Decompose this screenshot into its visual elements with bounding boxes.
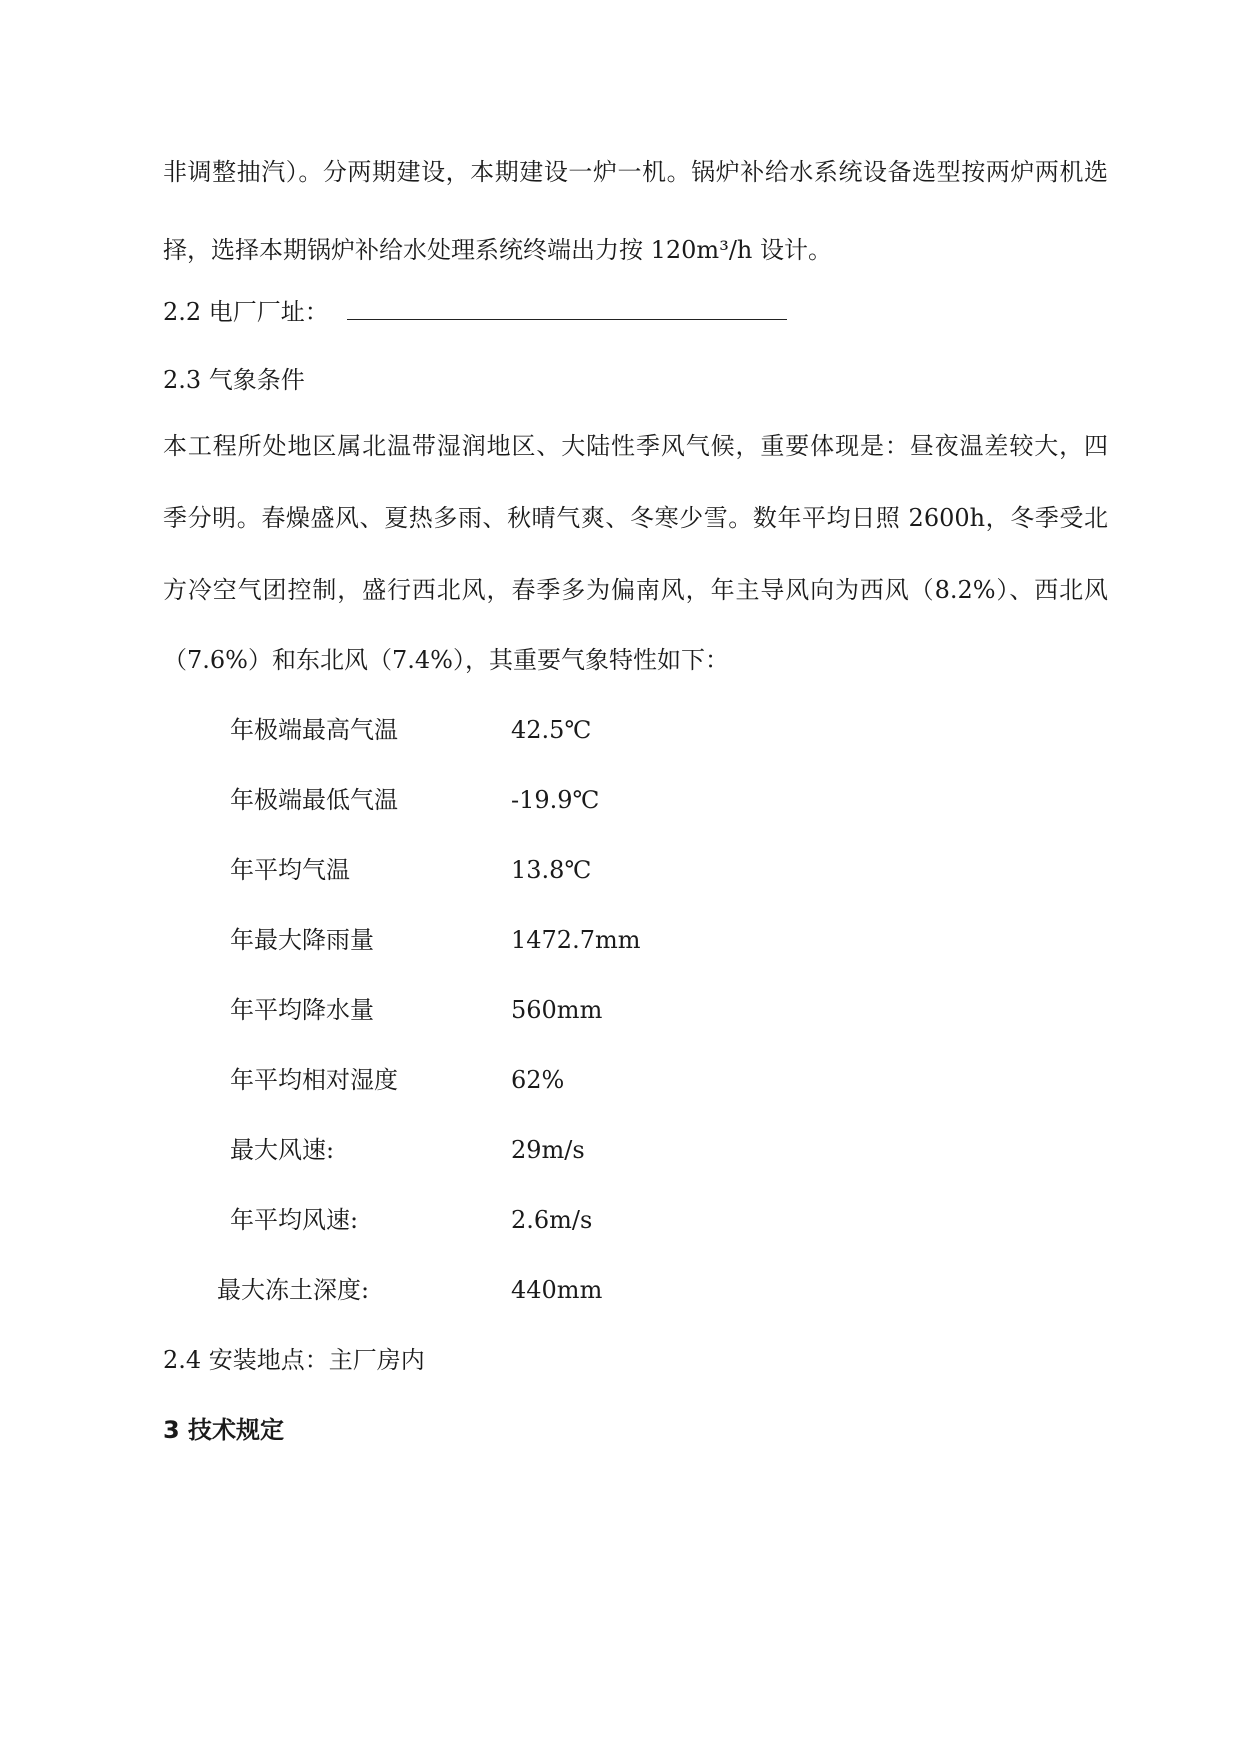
climate-label: 最大风速: [230, 1136, 335, 1164]
climate-label: 年极端最低气温 [230, 786, 398, 814]
climate-value: 2.6m/s [511, 1206, 593, 1234]
climate-value: 13.8℃ [511, 856, 592, 884]
climate-para-line-1: 本工程所处地区属北温带湿润地区、大陆性季风气候，重要体现是：昼夜温差较大，四 [163, 432, 1108, 460]
climate-para-line-4: （7.6%）和东北风（7.4%），其重要气象特性如下： [163, 646, 729, 674]
climate-label: 年平均降水量 [230, 996, 374, 1024]
climate-value: 1472.7mm [511, 926, 641, 954]
site-address-blank [347, 297, 787, 320]
climate-value: -19.9℃ [511, 786, 600, 814]
climate-label: 年平均相对湿度 [230, 1066, 398, 1094]
intro-line-1: 非调整抽汽）。分两期建设，本期建设一炉一机。锅炉补给水系统设备选型按两炉两机选 [163, 158, 1108, 186]
climate-label: 年平均风速: [230, 1206, 359, 1234]
climate-value: 29m/s [511, 1136, 585, 1164]
climate-label: 最大冻土深度: [217, 1276, 370, 1304]
section-3-heading: 3 技术规定 [163, 1416, 285, 1444]
intro-line-2: 择，选择本期锅炉补给水处理系统终端出力按 120m³/h 设计。 [163, 236, 832, 264]
climate-value: 42.5℃ [511, 716, 592, 744]
site-address-label: 2.2 电厂厂址： [163, 298, 329, 326]
climate-value: 62% [511, 1066, 565, 1094]
site-address-line [163, 296, 787, 328]
climate-label: 年平均气温 [230, 856, 350, 884]
climate-label: 年最大降雨量 [230, 926, 374, 954]
climate-label: 年极端最高气温 [230, 716, 398, 744]
climate-value: 560mm [511, 996, 603, 1024]
section-2-3-title: 2.3 气象条件 [163, 366, 305, 394]
climate-value: 440mm [511, 1276, 603, 1304]
section-2-4-text: 2.4 安装地点：主厂房内 [163, 1346, 425, 1374]
climate-para-line-2: 季分明。春燥盛风、夏热多雨、秋晴气爽、冬寒少雪。数年平均日照 2600h，冬季受北 [163, 504, 1108, 532]
climate-para-line-3: 方冷空气团控制，盛行西北风，春季多为偏南风，年主导风向为西风（8.2%）、西北风 [163, 576, 1108, 604]
